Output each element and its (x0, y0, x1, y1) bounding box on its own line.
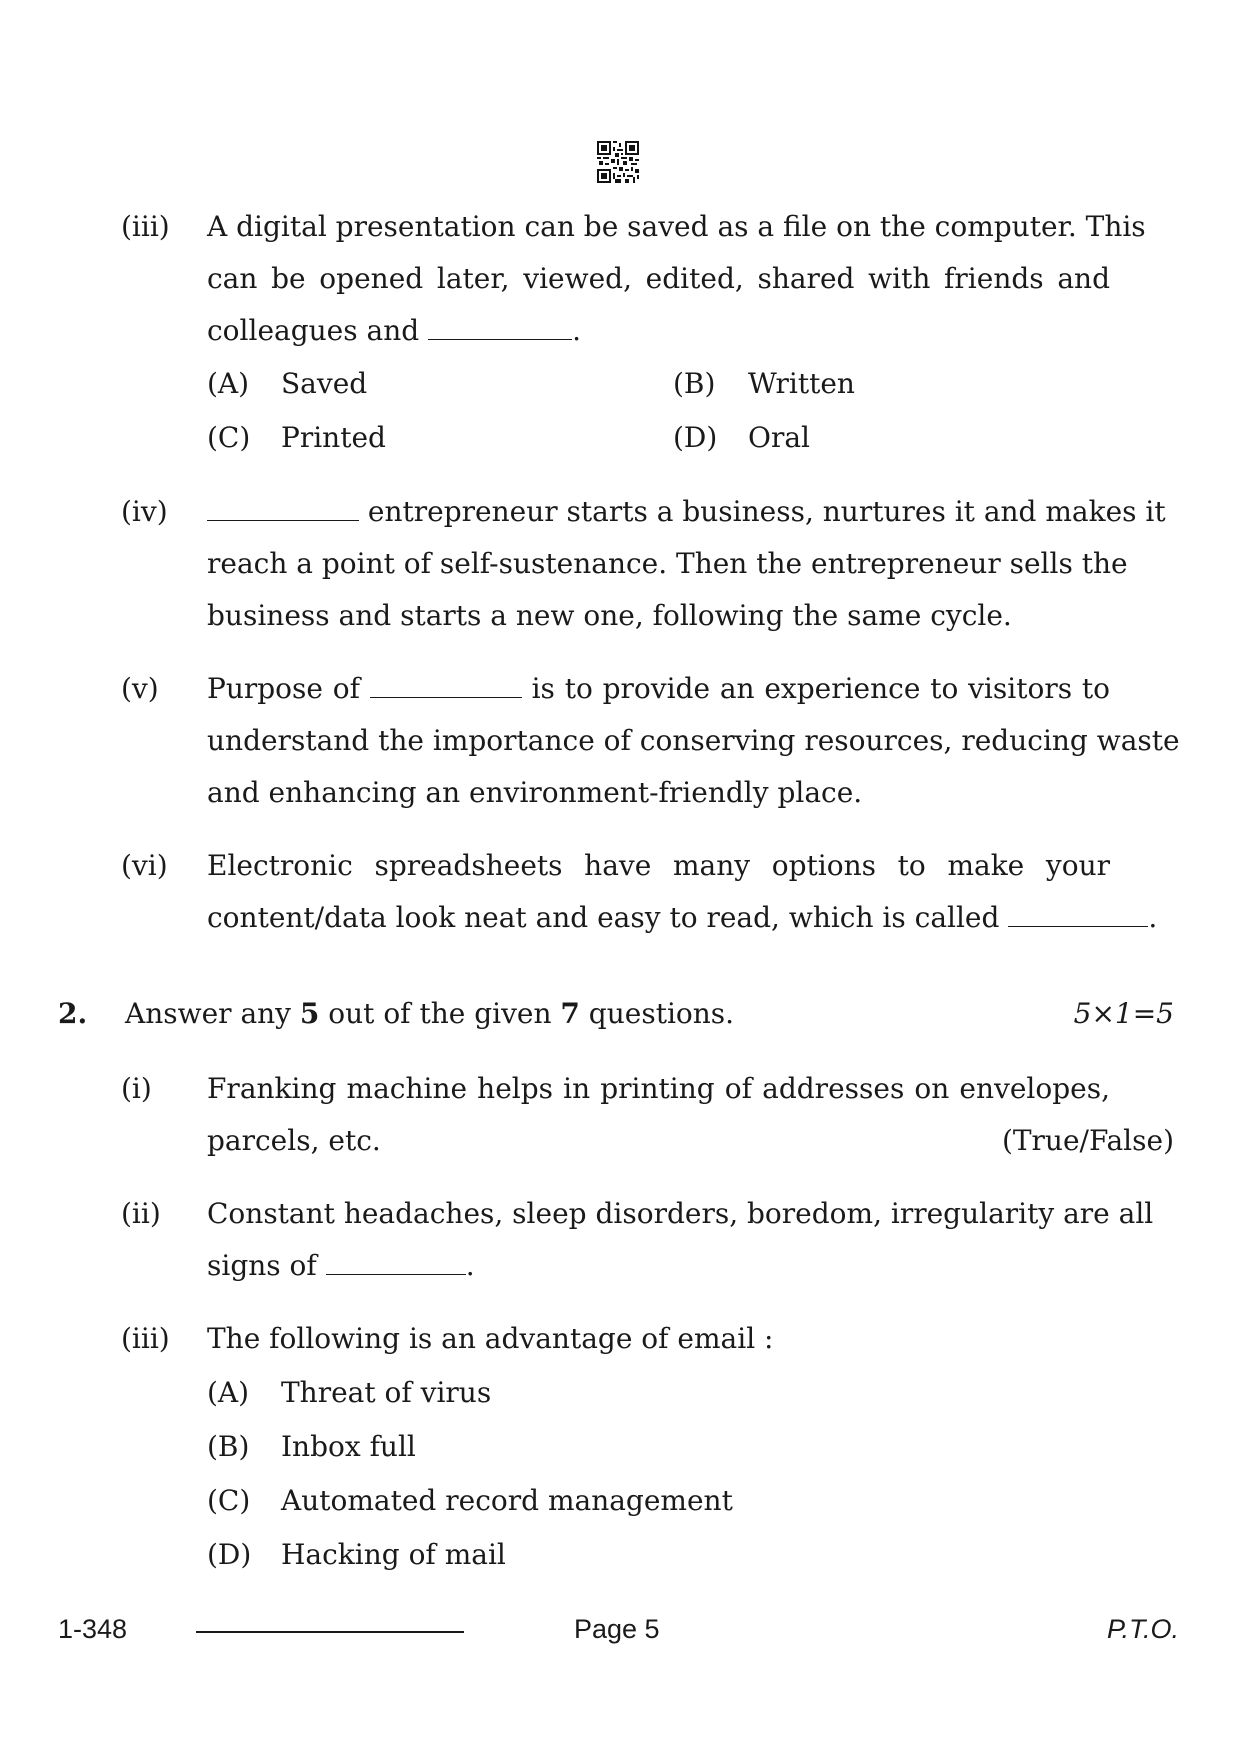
question-number: (iv) (121, 495, 168, 528)
question-instruction: Answer any 5 out of the given 7 questions. (125, 997, 735, 1030)
option-text: Automated record management (281, 1484, 733, 1517)
question-number: (i) (121, 1072, 152, 1105)
question-text-line: content/data look neat and easy to read, which is called . (207, 901, 1158, 934)
option-text: Saved (281, 367, 368, 400)
question-text-line: understand the importance of conserving resources, reducing waste (207, 724, 1180, 757)
question-text-line: The following is an advantage of email : (207, 1322, 774, 1355)
question-number: (ii) (121, 1197, 161, 1230)
answer-blank (326, 1252, 466, 1275)
question-main-number: 2. (58, 997, 88, 1030)
option-text: Inbox full (281, 1430, 416, 1463)
option-letter: (B) (673, 367, 716, 400)
question-text-line: Franking machine helps in printing of addresses on envelopes, (207, 1072, 1110, 1105)
true-false-label: (True/False) (1001, 1124, 1174, 1157)
option-text: Written (748, 367, 855, 400)
question-text-line: reach a point of self-sustenance. Then the entrepreneur sells the (207, 547, 1128, 580)
question-text-line: Electronic spreadsheets have many options to make your (207, 849, 1110, 882)
pto-label: P.T.O. (1106, 1614, 1179, 1644)
option-text: Printed (281, 421, 386, 454)
footer-divider (196, 1631, 464, 1633)
option-text: Hacking of mail (281, 1538, 506, 1571)
question-number: (vi) (121, 849, 168, 882)
question-text-line: signs of . (207, 1249, 475, 1282)
option-text: Threat of virus (281, 1376, 492, 1409)
marks-label: 5×1=5 (1073, 997, 1174, 1030)
qr-code-icon (597, 141, 639, 183)
question-text-line: business and starts a new one, following the same cycle. (207, 599, 1012, 632)
page-number: Page 5 (574, 1614, 660, 1644)
question-text-line: A digital presentation can be saved as a file on the computer. This (207, 210, 1146, 243)
answer-blank (428, 317, 572, 340)
answer-blank (207, 498, 359, 521)
option-text: Oral (748, 421, 810, 454)
option-letter: (B) (207, 1430, 250, 1463)
option-letter: (D) (673, 421, 718, 454)
option-letter: (D) (207, 1538, 252, 1571)
question-text-line: can be opened later, viewed, edited, shared with friends and (207, 262, 1110, 295)
question-text-line: and enhancing an environment-friendly place. (207, 776, 863, 809)
question-text-line: parcels, etc. (207, 1124, 381, 1157)
question-text-line: colleagues and . (207, 314, 581, 347)
question-text-line: Constant headaches, sleep disorders, boredom, irregularity are all (207, 1197, 1154, 1230)
question-number: (iii) (121, 1322, 170, 1355)
question-text-line: entrepreneur starts a business, nurtures it and makes it (207, 495, 1110, 529)
question-number: (iii) (121, 210, 170, 243)
answer-blank (1008, 904, 1148, 927)
option-letter: (C) (207, 1484, 251, 1517)
option-letter: (A) (207, 1376, 250, 1409)
option-letter: (C) (207, 421, 251, 454)
paper-code: 1-348 (58, 1614, 128, 1644)
option-letter: (A) (207, 367, 250, 400)
question-number: (v) (121, 672, 159, 705)
answer-blank (370, 675, 522, 698)
question-text-line: Purpose of is to provide an experience to visitors to (207, 672, 1110, 705)
